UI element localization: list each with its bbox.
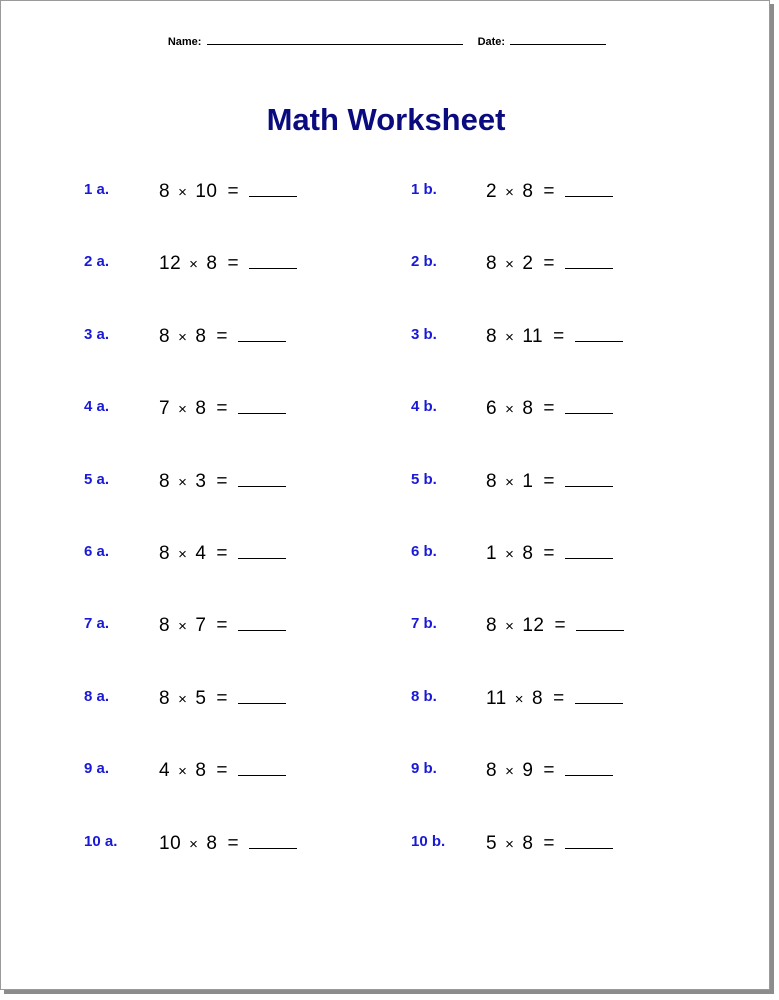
operand-a: 8 bbox=[486, 760, 498, 782]
operand-a: 12 bbox=[159, 253, 182, 275]
answer-blank[interactable] bbox=[238, 689, 286, 704]
multiply-sign: × bbox=[178, 473, 188, 491]
operand-b: 11 bbox=[522, 325, 544, 347]
answer-blank[interactable] bbox=[565, 472, 613, 487]
answer-blank[interactable] bbox=[565, 399, 613, 414]
operand-b: 8 bbox=[195, 325, 207, 347]
problem-expression bbox=[159, 543, 286, 565]
problem-number: 1 a. bbox=[84, 181, 110, 198]
answer-blank[interactable] bbox=[238, 544, 286, 559]
answer-blank[interactable] bbox=[565, 761, 613, 776]
equals-sign: = bbox=[227, 253, 240, 275]
multiply-sign: × bbox=[178, 763, 188, 781]
problem-number: 4 a. bbox=[84, 398, 110, 416]
operand-a: 8 bbox=[159, 325, 171, 347]
operand-b: 8 bbox=[522, 832, 534, 854]
equals-sign: = bbox=[216, 615, 229, 637]
equals-sign: = bbox=[543, 253, 556, 275]
operand-b: 8 bbox=[522, 181, 534, 202]
problem-expression bbox=[159, 688, 286, 710]
problem-expression bbox=[486, 760, 613, 782]
multiply-sign: × bbox=[505, 473, 515, 491]
multiply-sign: × bbox=[505, 256, 515, 274]
problem-number: 8 b. bbox=[411, 687, 437, 705]
multiply-sign: × bbox=[178, 618, 188, 636]
name-label: Name: bbox=[167, 36, 202, 48]
equals-sign: = bbox=[216, 470, 229, 492]
operand-a: 8 bbox=[486, 615, 498, 637]
operand-b: 1 bbox=[522, 470, 534, 492]
operand-a: 8 bbox=[486, 253, 498, 275]
problem-number: 10 b. bbox=[411, 832, 446, 850]
operand-a: 2 bbox=[486, 181, 498, 202]
problem-number: 9 b. bbox=[411, 760, 437, 778]
problem-expression bbox=[486, 398, 613, 420]
operand-a: 10 bbox=[159, 832, 182, 854]
equals-sign: = bbox=[543, 760, 556, 782]
equals-sign: = bbox=[216, 687, 229, 709]
answer-blank[interactable] bbox=[565, 544, 613, 559]
answer-blank[interactable] bbox=[238, 399, 286, 414]
problem-expression bbox=[159, 833, 297, 855]
operand-a: 8 bbox=[159, 615, 171, 637]
equals-sign: = bbox=[216, 398, 229, 420]
answer-blank[interactable] bbox=[576, 616, 624, 631]
name-blank-line bbox=[207, 34, 463, 45]
equals-sign: = bbox=[543, 181, 556, 202]
problem-number: 6 b. bbox=[411, 543, 437, 560]
problem-expression bbox=[486, 181, 613, 203]
problem-number: 2 b. bbox=[411, 253, 437, 271]
problem-expression bbox=[486, 688, 623, 710]
answer-blank[interactable] bbox=[238, 327, 286, 342]
operand-a: 5 bbox=[486, 832, 498, 854]
answer-blank[interactable] bbox=[575, 689, 623, 704]
problem-expression bbox=[486, 833, 613, 855]
operand-a: 1 bbox=[486, 543, 498, 564]
operand-b: 4 bbox=[195, 543, 207, 564]
operand-a: 8 bbox=[159, 687, 171, 709]
multiply-sign: × bbox=[514, 690, 524, 708]
problem-expression bbox=[486, 543, 613, 565]
operand-a: 7 bbox=[159, 398, 171, 420]
operand-b: 3 bbox=[195, 470, 207, 492]
problem-number: 8 a. bbox=[84, 687, 110, 705]
operand-b: 10 bbox=[195, 181, 218, 202]
answer-blank[interactable] bbox=[238, 761, 286, 776]
problem-number: 4 b. bbox=[411, 398, 437, 416]
problem-number: 7 a. bbox=[84, 615, 110, 633]
problem-expression bbox=[486, 253, 613, 275]
page-bottom-margin bbox=[1, 941, 770, 990]
problem-expression bbox=[486, 471, 613, 493]
operand-b: 5 bbox=[195, 687, 207, 709]
problem-expression bbox=[159, 398, 286, 420]
answer-blank[interactable] bbox=[238, 472, 286, 487]
equals-sign: = bbox=[543, 398, 556, 420]
problem-expression bbox=[486, 326, 623, 348]
multiply-sign: × bbox=[505, 835, 515, 853]
problem-expression bbox=[159, 760, 286, 782]
multiply-sign: × bbox=[178, 690, 188, 708]
operand-b: 8 bbox=[522, 398, 534, 420]
equals-sign: = bbox=[227, 832, 240, 854]
equals-sign: = bbox=[227, 181, 240, 202]
multiply-sign: × bbox=[189, 835, 199, 853]
answer-blank[interactable] bbox=[565, 834, 613, 849]
operand-b: 9 bbox=[522, 760, 534, 782]
problem-expression bbox=[159, 471, 286, 493]
problem-expression bbox=[159, 615, 286, 637]
answer-blank[interactable] bbox=[249, 834, 297, 849]
date-blank-line bbox=[510, 34, 606, 45]
problem-number: 5 b. bbox=[411, 470, 437, 488]
operand-a: 4 bbox=[159, 760, 171, 782]
answer-blank[interactable] bbox=[575, 327, 623, 342]
multiply-sign: × bbox=[505, 401, 515, 419]
answer-blank[interactable] bbox=[565, 254, 613, 269]
problem-expression bbox=[159, 181, 297, 203]
equals-sign: = bbox=[553, 325, 565, 347]
equals-sign: = bbox=[543, 832, 556, 854]
operand-b: 7 bbox=[195, 615, 207, 637]
operand-a: 8 bbox=[486, 325, 498, 347]
operand-b: 8 bbox=[206, 253, 218, 275]
problem-number: 5 a. bbox=[84, 470, 110, 488]
multiply-sign: × bbox=[505, 546, 515, 563]
equals-sign: = bbox=[216, 325, 229, 347]
problem-number: 2 a. bbox=[84, 253, 110, 271]
problem-number: 10 a. bbox=[84, 832, 118, 850]
multiply-sign: × bbox=[505, 328, 515, 346]
operand-b: 8 bbox=[206, 832, 218, 854]
problem-number: 3 b. bbox=[411, 325, 437, 343]
multiply-sign: × bbox=[505, 618, 515, 636]
operand-b: 8 bbox=[195, 398, 207, 420]
multiply-sign: × bbox=[178, 328, 188, 346]
operand-b: 8 bbox=[195, 760, 207, 782]
problem-expression bbox=[159, 253, 297, 275]
problem-expression bbox=[486, 615, 624, 637]
multiply-sign: × bbox=[505, 763, 515, 781]
page-title: Math Worksheet bbox=[266, 102, 506, 137]
multiply-sign: × bbox=[178, 546, 188, 563]
operand-a: 8 bbox=[159, 470, 171, 492]
operand-b: 12 bbox=[522, 615, 545, 637]
multiply-sign: × bbox=[178, 401, 188, 419]
equals-sign: = bbox=[553, 687, 565, 709]
operand-a: 11 bbox=[486, 687, 507, 709]
equals-sign: = bbox=[216, 543, 229, 564]
equals-sign: = bbox=[554, 615, 567, 637]
problem-number: 3 a. bbox=[84, 325, 110, 343]
answer-blank[interactable] bbox=[238, 616, 286, 631]
problem-number: 9 a. bbox=[84, 760, 110, 778]
multiply-sign: × bbox=[178, 184, 188, 201]
problem-number: 1 b. bbox=[411, 181, 437, 198]
answer-blank[interactable] bbox=[565, 182, 613, 197]
answer-blank[interactable] bbox=[249, 182, 297, 197]
operand-b: 2 bbox=[522, 253, 534, 275]
equals-sign: = bbox=[543, 543, 556, 564]
operand-a: 8 bbox=[486, 470, 498, 492]
date-label: Date: bbox=[477, 36, 506, 48]
operand-b: 8 bbox=[532, 687, 544, 709]
multiply-sign: × bbox=[189, 256, 199, 274]
problem-number: 7 b. bbox=[411, 615, 437, 633]
operand-a: 6 bbox=[486, 398, 498, 420]
problem-number: 6 a. bbox=[84, 543, 110, 560]
operand-a: 8 bbox=[159, 181, 171, 202]
answer-blank[interactable] bbox=[249, 254, 297, 269]
equals-sign: = bbox=[543, 470, 556, 492]
operand-b: 8 bbox=[522, 543, 534, 564]
equals-sign: = bbox=[216, 760, 229, 782]
worksheet-header bbox=[1, 34, 770, 48]
operand-a: 8 bbox=[159, 543, 171, 564]
problem-expression bbox=[159, 326, 286, 348]
multiply-sign: × bbox=[505, 184, 515, 201]
